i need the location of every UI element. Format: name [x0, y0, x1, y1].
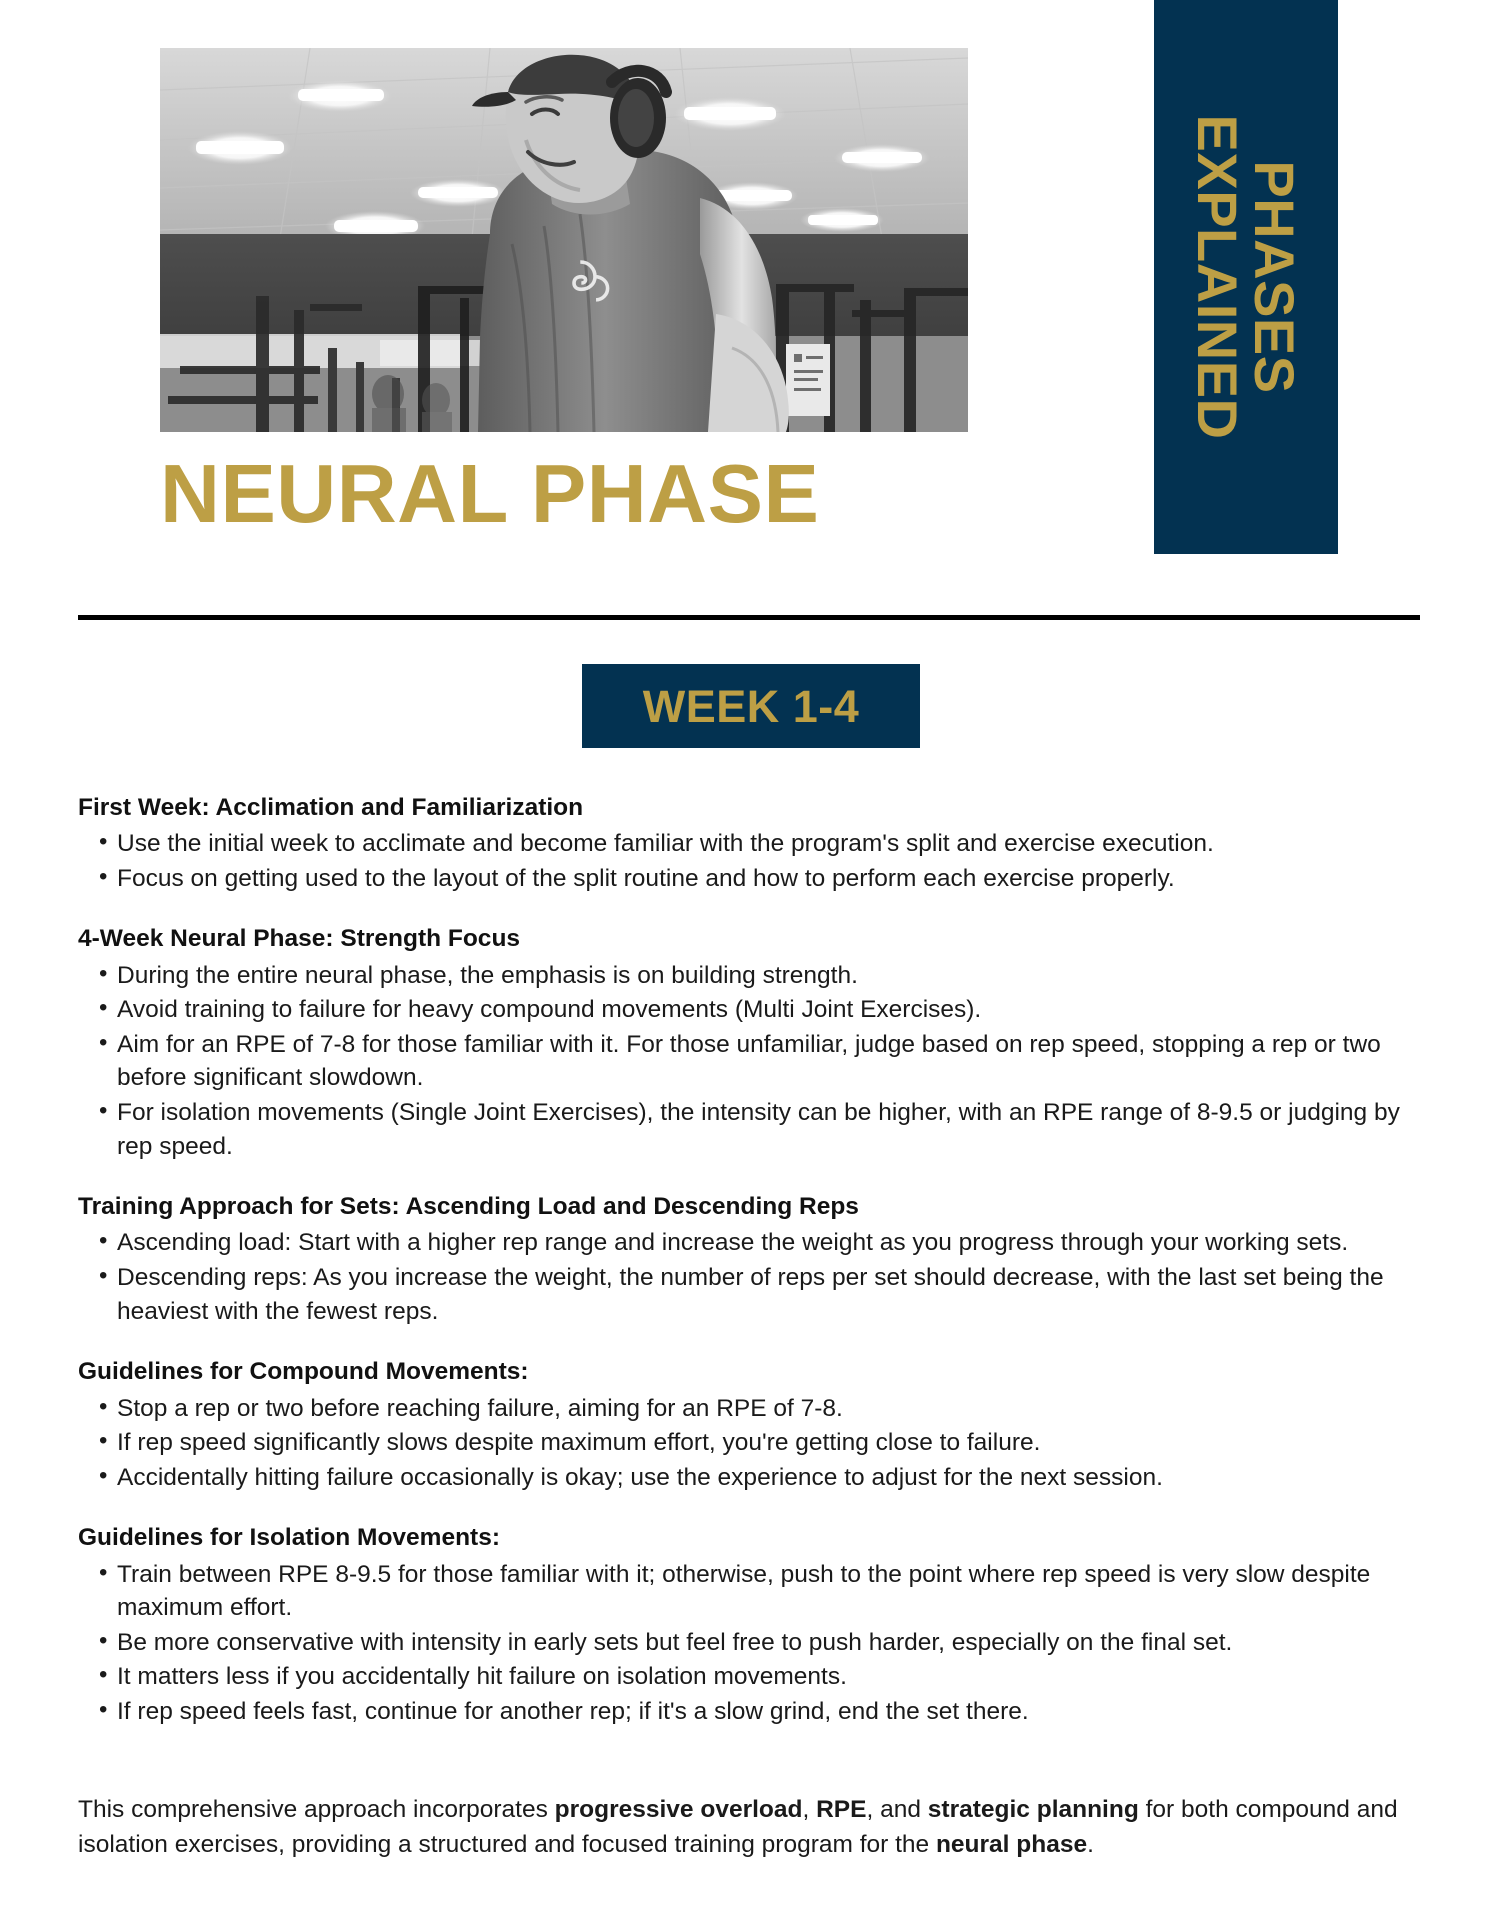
phases-explained-tab — [1154, 0, 1338, 554]
closing-emphasis: neural phase — [935, 1830, 1088, 1858]
bullet-list — [78, 827, 1426, 895]
closing-text: . — [1087, 1830, 1094, 1858]
section-heading: 4-Week Neural Phase: Strength Focus — [78, 925, 521, 953]
page-title: NEURAL PHASE — [160, 447, 820, 540]
bullet-item: • It matters less if you accidentally hit failure on isolation movements. — [78, 1660, 1426, 1694]
week-range-label: WEEK 1-4 — [642, 680, 860, 732]
bullet-item: • Be more conservative with intensity in early sets but feel free to push harder, especially on the final set. — [78, 1626, 1426, 1660]
bullet-item: • Use the initial week to acclimate and become familiar with the program's split and exercise execution. — [78, 827, 1426, 861]
content-section — [78, 1356, 1426, 1494]
closing-emphasis: strategic planning — [927, 1796, 1139, 1823]
content-section — [78, 923, 1426, 1163]
content-section — [78, 1522, 1426, 1728]
bullet-item: • Focus on getting used to the layout of the split routine and how to perform each exercise properly. — [78, 862, 1426, 896]
closing-text: , and — [866, 1796, 928, 1823]
bullet-list — [78, 1226, 1426, 1328]
bullet-item: • Ascending load: Start with a higher rep range and increase the weight as you progress through your working sets. — [78, 1226, 1426, 1260]
bullet-item: • During the entire neural phase, the emphasis is on building strength. — [78, 959, 1426, 993]
closing-paragraph — [78, 1793, 1432, 1863]
section-heading: Guidelines for Compound Movements: — [78, 1358, 529, 1386]
bullet-item: • If rep speed feels fast, continue for another rep; if it's a slow grind, end the set there. — [78, 1695, 1426, 1729]
section-heading: Training Approach for Sets: Ascending Load and Descending Reps — [78, 1193, 859, 1221]
content-section — [78, 792, 1426, 895]
content-section — [78, 1191, 1426, 1328]
gym-photo-illustration — [160, 48, 968, 432]
closing-emphasis: RPE — [816, 1796, 867, 1823]
header-divider-rule — [78, 615, 1420, 620]
section-heading: Guidelines for Isolation Movements: — [78, 1524, 501, 1552]
bullet-list — [78, 1558, 1426, 1729]
bullet-list — [78, 1392, 1426, 1495]
closing-text: , — [802, 1796, 817, 1823]
bullet-item: • If rep speed significantly slows despite maximum effort, you're getting close to failure. — [78, 1426, 1426, 1460]
section-heading: First Week: Acclimation and Familiarization — [78, 794, 584, 821]
bullet-item: • For isolation movements (Single Joint Exercises), the intensity can be higher, with an RPE range of 8-9.5 or judging by rep speed. — [78, 1096, 1426, 1163]
side-tab-line-1: PHASES — [1243, 160, 1307, 394]
hero-gym-photo — [160, 48, 968, 432]
bullet-item: • Avoid training to failure for heavy compound movements (Multi Joint Exercises). — [78, 993, 1426, 1027]
bullet-item: • Stop a rep or two before reaching failure, aiming for an RPE of 7-8. — [78, 1392, 1426, 1426]
bullet-item: • Aim for an RPE of 7-8 for those familiar with it. For those unfamiliar, judge based on rep speed, stopping a rep or two before significant slowdown. — [78, 1028, 1426, 1095]
content-sections — [78, 792, 1426, 1729]
bullet-list — [78, 959, 1426, 1163]
closing-text: This comprehensive approach incorporates — [78, 1796, 555, 1823]
closing-emphasis: progressive overload — [554, 1796, 803, 1823]
bullet-item: • Accidentally hitting failure occasionally is okay; use the experience to adjust for the next session. — [78, 1461, 1426, 1495]
bullet-item: • Train between RPE 8-9.5 for those familiar with it; otherwise, push to the point where rep speed is very slow despite maximum effort. — [78, 1558, 1426, 1625]
bullet-item: • Descending reps: As you increase the weight, the number of reps per set should decrease, with the last set being the heaviest with the fewest reps. — [78, 1261, 1426, 1328]
week-range-banner — [582, 664, 920, 748]
side-tab-label — [1186, 114, 1307, 440]
closing-text: for both compound and isolation exercises, providing a structured and focused training program for the — [78, 1796, 1398, 1858]
side-tab-line-2: EXPLAINED — [1186, 114, 1249, 440]
